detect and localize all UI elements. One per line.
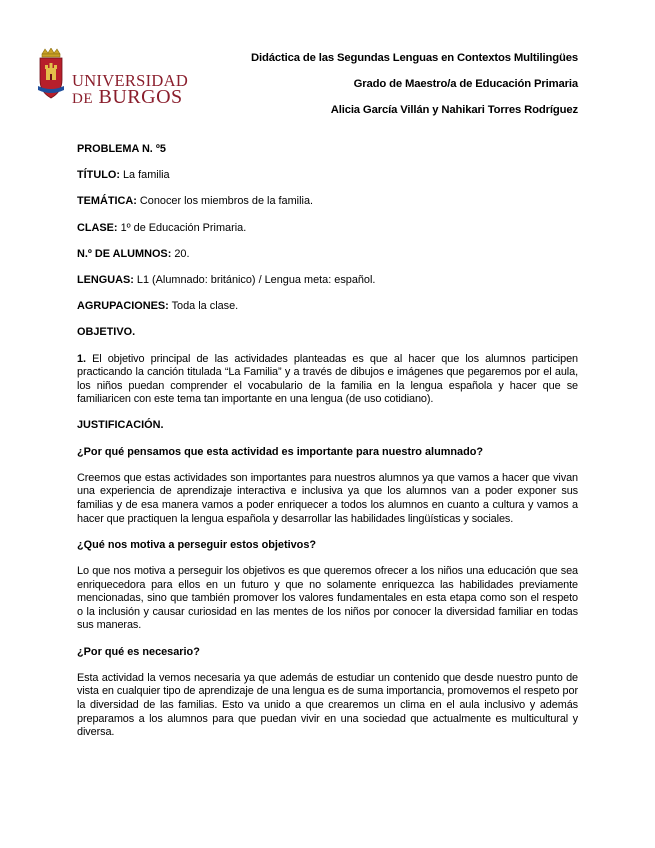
field-label: TÍTULO:: [77, 169, 120, 182]
logo-line-2-prefix: DE: [72, 91, 93, 107]
degree-title: Grado de Maestro/a de Educación Primaria: [353, 78, 578, 90]
field-label: CLASE:: [77, 221, 118, 234]
question-motivation: ¿Qué nos motiva a perseguir estos objetivos?: [77, 538, 317, 551]
field-value: Conocer los miembros de la familia.: [136, 195, 314, 208]
field-title: [77, 169, 578, 183]
field-class: [77, 222, 578, 236]
field-value: 20.: [171, 247, 190, 260]
document-header: [251, 51, 578, 129]
field-theme: [77, 195, 578, 209]
objective-number: 1.: [77, 352, 86, 365]
field-label: N.º DE ALUMNOS:: [77, 247, 172, 260]
objective-text: El objetivo principal de las actividades planteadas es que al hacer que los alumnos participen practicando la canción titulada “La Familia” y a través de dibujos e imágenes que pegaremos por el aula, los niños puedan comprender el vocabulario de la familia en la lengua española y hacer que se familiaricen con este tema tan importante en una lengua (de uso cotidiano).: [77, 352, 578, 406]
document-body: [77, 143, 578, 752]
objective-paragraph: [77, 353, 578, 407]
problem-number: PROBLEMA N. º5: [77, 143, 166, 155]
answer-importance: Creemos que estas actividades son importantes para nuestros alumnos ya que vamos a hacer que vivan una experiencia de aprendizaje interactiva e inclusiva ya que los alumnos van a poder exponer sus familias y de esa manera vamos a poder enriquecer a todos los alumnos en cuanto a cultura y vamos a hacer que practiquen la lengua española y desarrollar las habilidades lingüísticas y sociales.: [77, 471, 578, 525]
authors: Alicia García Villán y Nahikari Torres Rodríguez: [330, 104, 578, 116]
field-label: AGRUPACIONES:: [77, 300, 169, 313]
logo-line-2: [72, 86, 188, 108]
field-groupings: [77, 300, 578, 314]
answer-motivation: Lo que nos motiva a perseguir los objetivos es que queremos ofrecer a los niños una educación que sea enriquecedora para ellos en un futuro y que no solamente enriquezca las habilidades previamente mencionadas, sino que también promover los valores fundamentales en esta etapa como son el respeto o la inclusión y causar curiosidad en las mentes de los niños por conocer la diversidad familiar en todas sus maneras.: [77, 565, 578, 632]
field-value: 1º de Educación Primaria.: [117, 221, 247, 234]
objective-heading: OBJETIVO.: [77, 326, 136, 339]
field-value: Toda la clase.: [168, 300, 239, 313]
field-students: [77, 248, 578, 262]
question-necessity: ¿Por qué es necesario?: [77, 645, 200, 658]
justification-heading: JUSTIFICACIÓN.: [77, 419, 164, 432]
field-label: LENGUAS:: [77, 273, 134, 286]
question-importance: ¿Por qué pensamos que esta actividad es importante para nuestro alumnado?: [77, 445, 484, 458]
field-languages: [77, 274, 578, 288]
field-value: L1 (Alumnado: británico) / Lengua meta: español.: [133, 273, 376, 286]
logo-line-1: UNIVERSIDAD: [72, 71, 189, 90]
logo-line-2-main: BURGOS: [98, 86, 183, 108]
answer-necessity: Esta actividad la vemos necesaria ya que además de estudiar un contenido que desde nuestro punto de vista en cualquier tipo de aprendizaje de una lengua es de suma importancia, promovemos el respeto por la diversidad de las familias. Esto va unido a que crearemos un clima en el aula inclusivo y además preparamos a los alumnos para que puedan vivir en una sociedad que actualmente es multicultural y diversa.: [77, 671, 578, 739]
university-wordmark: [72, 72, 188, 108]
field-value: La familia: [119, 169, 170, 182]
field-label: TEMÁTICA:: [77, 195, 137, 208]
course-title: Didáctica de las Segundas Lenguas en Contextos Multilingües: [251, 52, 578, 64]
